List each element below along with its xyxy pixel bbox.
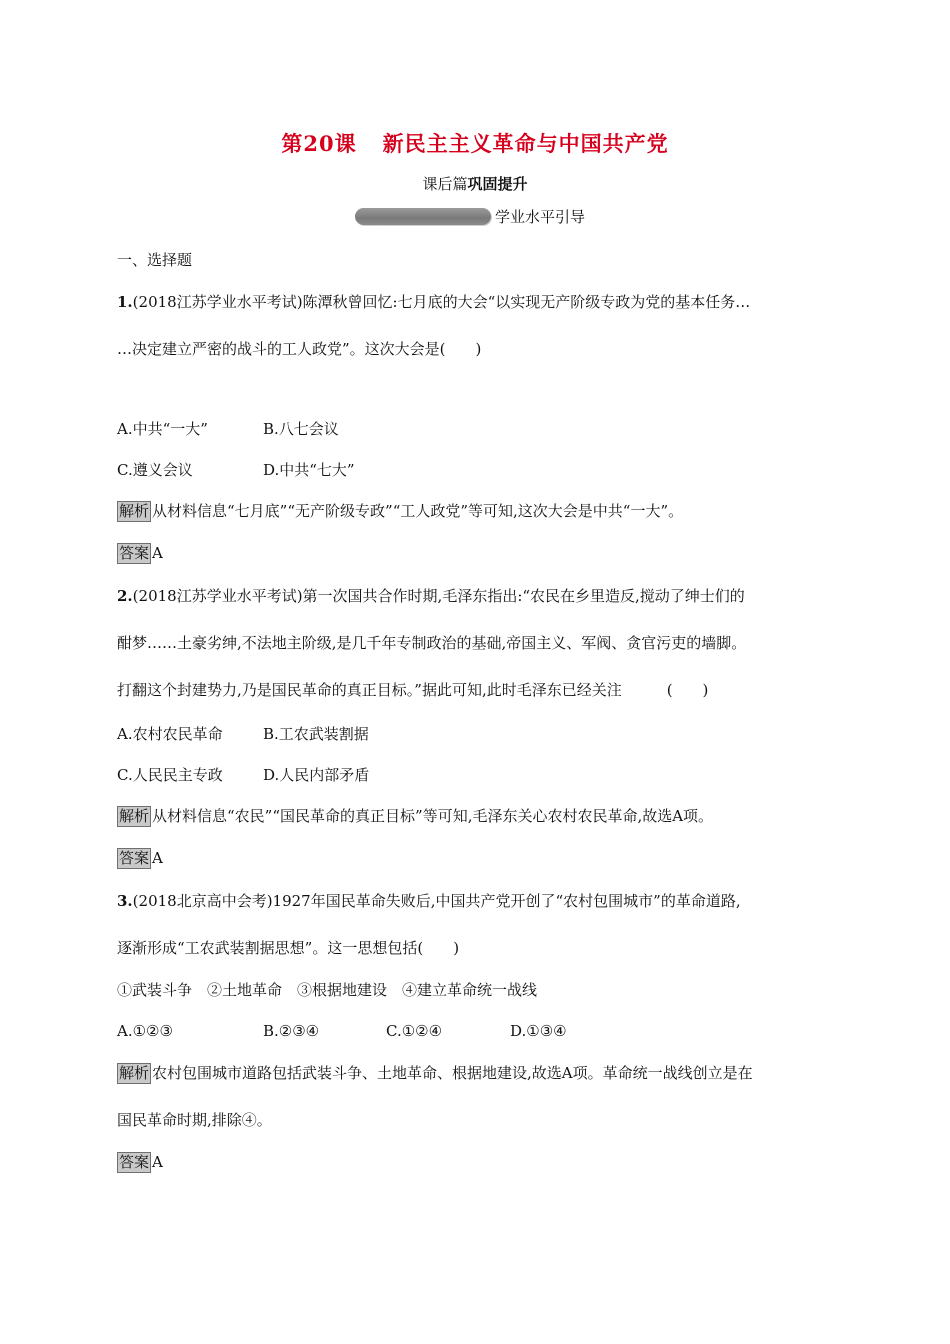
- answer-tag: 答案: [119, 1153, 150, 1171]
- question-2-line-3: 打翻这个封建势力,乃是国民革命的真正目标。”据此可知,此时毛泽东已经关注 ( ): [117, 681, 709, 699]
- question-3-options: [117, 1020, 567, 1042]
- question-2-options-row-2: [117, 764, 369, 786]
- option-c: C.人民民主专政: [117, 766, 223, 784]
- analysis-tag: 解析: [119, 1064, 150, 1082]
- lesson-title: [0, 128, 950, 158]
- section-banner: [355, 204, 585, 228]
- subtitle-prefix: 课后篇: [422, 175, 468, 193]
- question-2-answer: 答案 A: [119, 849, 163, 867]
- subtitle: [0, 173, 950, 194]
- question-2-line-2: 酣梦……土豪劣绅,不法地主阶级,是几千年专制政治的基础,帝国主义、军阀、贪官污吏的墙脚。: [117, 634, 747, 652]
- question-1-line-2: …决定建立严密的战斗的工人政党”。这次大会是( ): [117, 340, 482, 358]
- question-1-line-1: 1.(2018江苏学业水平考试)陈潭秋曾回忆:七月底的大会“以实现无产阶级专政为党的基本任务…: [117, 293, 751, 311]
- option-a: A.农村农民革命: [117, 725, 223, 743]
- option-a: A.中共“一大”: [117, 420, 208, 438]
- banner-bar: [355, 208, 491, 225]
- subtitle-bold: 巩固提升: [467, 175, 528, 193]
- question-1-number: 1.: [117, 293, 133, 311]
- option-d: D.人民内部矛盾: [263, 766, 370, 784]
- question-1-analysis: 解析 从材料信息“七月底”“无产阶级专政”“工人政党”等可知,这次大会是中共“一大”。: [119, 502, 684, 520]
- option-b: B.②③④: [263, 1022, 320, 1040]
- question-2-number: 2.: [117, 587, 133, 605]
- lesson-name: 新民主主义革命与中国共产党: [382, 131, 669, 156]
- question-3-statements: ①武装斗争 ②土地革命 ③根据地建设 ④建立革命统一战线: [117, 981, 538, 999]
- question-2-options-row-1: [117, 723, 369, 745]
- lesson-number: 第20课: [281, 131, 357, 156]
- banner-label: 学业水平引导: [495, 207, 586, 226]
- question-2-analysis: 解析 从材料信息“农民”“国民革命的真正目标”等可知,毛泽东关心农村农民革命,故选A项。: [119, 807, 714, 825]
- question-3-answer: 答案 A: [119, 1153, 163, 1171]
- option-d: D.中共“七大”: [263, 461, 355, 479]
- option-d: D.①③④: [510, 1022, 567, 1040]
- option-a: A.①②③: [117, 1022, 173, 1040]
- question-3-analysis-line-2: 国民革命时期,排除④。: [117, 1111, 272, 1129]
- answer-tag: 答案: [119, 849, 150, 867]
- question-3-number: 3.: [117, 892, 133, 910]
- option-b: B.八七会议: [263, 420, 339, 438]
- question-3-line-2: 逐渐形成“工农武装割据思想”。这一思想包括( ): [117, 939, 460, 957]
- question-1-options-row-1: [117, 418, 339, 440]
- question-1-options-row-2: [117, 459, 355, 481]
- analysis-tag: 解析: [119, 807, 150, 825]
- answer-tag: 答案: [119, 544, 150, 562]
- option-c: C.①②④: [386, 1022, 443, 1040]
- question-2-line-1: 2.(2018江苏学业水平考试)第一次国共合作时期,毛泽东指出:“农民在乡里造反,搅动了绅士们的: [117, 587, 745, 605]
- question-3-line-1: 3.(2018北京高中会考)1927年国民革命失败后,中国共产党开创了“农村包围城市”的革命道路,: [117, 892, 741, 910]
- section-heading: 一、选择题: [117, 251, 193, 269]
- question-3-analysis-line-1: 解析 农村包围城市道路包括武装斗争、土地革命、根据地建设,故选A项。革命统一战线创立是在: [119, 1064, 753, 1082]
- question-1-answer: 答案 A: [119, 544, 163, 562]
- analysis-tag: 解析: [119, 502, 150, 520]
- option-b: B.工农武装割据: [263, 725, 369, 743]
- option-c: C.遵义会议: [117, 461, 193, 479]
